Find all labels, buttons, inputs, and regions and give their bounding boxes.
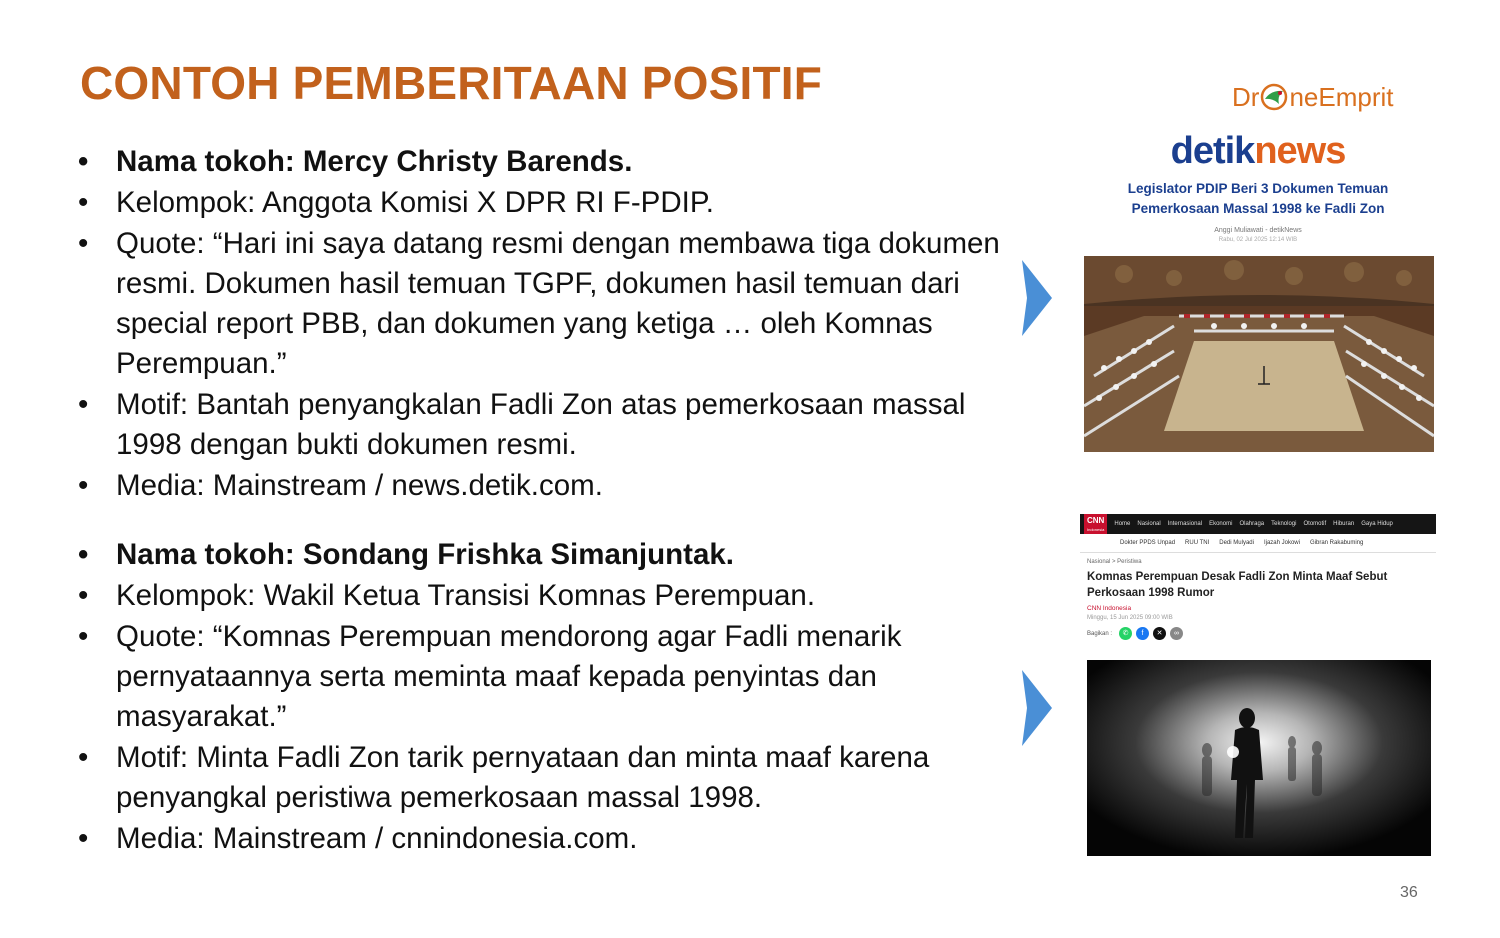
cnn-nav-item[interactable]: Nasional <box>1137 521 1161 527</box>
cnn-subnav-item[interactable]: RUU TNI <box>1185 540 1210 546</box>
bullet-item: • Nama tokoh: Mercy Christy Barends. <box>78 142 1018 182</box>
detik-logo-a: detik <box>1170 130 1255 172</box>
detik-logo-b: news <box>1254 130 1346 172</box>
detik-headline <box>1082 179 1434 219</box>
bullet-item: • Media: Mainstream / news.detik.com. <box>78 466 1018 506</box>
cnn-source: CNN Indonesia <box>1087 605 1132 612</box>
cnn-subnav <box>1080 534 1436 553</box>
facebook-icon[interactable]: f <box>1136 627 1149 640</box>
bullet-item: • Motif: Bantah penyangkalan Fadli Zon atas pemerkosaan massal 1998 dengan bukti dokumen resmi. <box>78 385 1018 465</box>
cnn-nav-item[interactable]: Internasional <box>1167 521 1203 527</box>
detik-date: Rabu, 02 Jul 2025 12:14 WIB <box>1218 237 1298 243</box>
detik-headline-line1: Legislator PDIP Beri 3 Dokumen Temuan <box>1127 181 1389 196</box>
silhouette-photo <box>1087 660 1431 856</box>
cnn-indonesia-screenshot <box>1080 514 1436 859</box>
whatsapp-icon[interactable]: ✆ <box>1119 627 1132 640</box>
cnn-share-bar <box>1087 627 1436 640</box>
cnn-logo <box>1084 514 1107 534</box>
cnn-navbar <box>1080 514 1436 534</box>
detik-logo <box>1082 130 1434 173</box>
detik-headline-line2: Pemerkosaan Massal 1998 ke Fadli Zon <box>1131 201 1385 216</box>
cnn-nav-item[interactable]: Ekonomi <box>1209 521 1233 527</box>
cnn-nav-item[interactable]: Gaya Hidup <box>1361 521 1393 527</box>
drone-emprit-logo <box>1232 78 1442 118</box>
cnn-headline: Komnas Perempuan Desak Fadli Zon Minta Maaf Sebut Perkosaan 1998 Rumor <box>1087 571 1388 599</box>
arrow-right-icon <box>1022 670 1052 746</box>
detik-author: Anggi Muliawati - detikNews <box>1214 227 1302 234</box>
logo-text-a: Dr <box>1232 82 1260 112</box>
bullet-item: • Kelompok: Wakil Ketua Transisi Komnas Perempuan. <box>78 576 1018 616</box>
bullet-item: • Quote: “Hari ini saya datang resmi dengan membawa tiga dokumen resmi. Dokumen hasil temuan TGPF, dokumen hasil temuan dari special report PBB, dan dokumen yang ketiga … oleh Komnas Perempuan.” <box>78 224 1018 384</box>
cnn-nav-item[interactable]: Home <box>1114 521 1131 527</box>
drone-bird-icon <box>1259 82 1289 112</box>
x-icon[interactable]: ✕ <box>1153 627 1166 640</box>
share-label: Bagikan : <box>1087 630 1113 637</box>
cnn-subnav-item[interactable]: Gibran Rakabuming <box>1309 540 1364 546</box>
slide-title: CONTOH PEMBERITAAN POSITIF <box>80 57 823 109</box>
bullet-item: • Media: Mainstream / cnnindonesia.com. <box>78 819 1018 859</box>
cnn-nav-item[interactable]: Olahraga <box>1239 521 1265 527</box>
page-number: 36 <box>1400 884 1418 901</box>
cnn-nav-item[interactable]: Hiburan <box>1333 521 1355 527</box>
cnn-logo-sub: Indonesia <box>1087 527 1105 532</box>
arrow-right-icon <box>1022 260 1052 336</box>
bullet-item: • Nama tokoh: Sondang Frishka Simanjuntak. <box>78 535 1018 575</box>
cnn-nav-item[interactable]: Teknologi <box>1271 521 1297 527</box>
cnn-nav-item[interactable]: Otomotif <box>1303 521 1327 527</box>
bullet-item: • Quote: “Komnas Perempuan mendorong agar Fadli menarik pernyataannya serta meminta maaf kepada penyintas dan masyarakat.” <box>78 617 1018 737</box>
cnn-date: Minggu, 15 Jun 2025 09:00 WIB <box>1087 615 1173 621</box>
bullet-item: • Kelompok: Anggota Komisi X DPR RI F-PDIP. <box>78 183 1018 223</box>
cnn-subnav-item[interactable]: Ijazah Jokowi <box>1263 540 1300 546</box>
cnn-subnav-item[interactable]: Dedi Mulyadi <box>1219 540 1254 546</box>
link-icon[interactable]: ∞ <box>1170 627 1183 640</box>
bullet-list <box>78 142 1018 860</box>
cnn-logo-text: CNN <box>1087 516 1105 525</box>
cnn-breadcrumb: Nasional > Peristiwa <box>1087 559 1142 565</box>
logo-text-b: neEmprit <box>1289 82 1394 112</box>
bullet-item: • Motif: Minta Fadli Zon tarik pernyataan dan minta maaf karena penyangkal peristiwa pemerkosaan massal 1998. <box>78 738 1018 818</box>
dpr-hearing-photo <box>1084 256 1434 452</box>
detik-news-screenshot <box>1082 126 1434 456</box>
cnn-subnav-item[interactable]: Dokter PPDS Unpad <box>1120 540 1176 546</box>
